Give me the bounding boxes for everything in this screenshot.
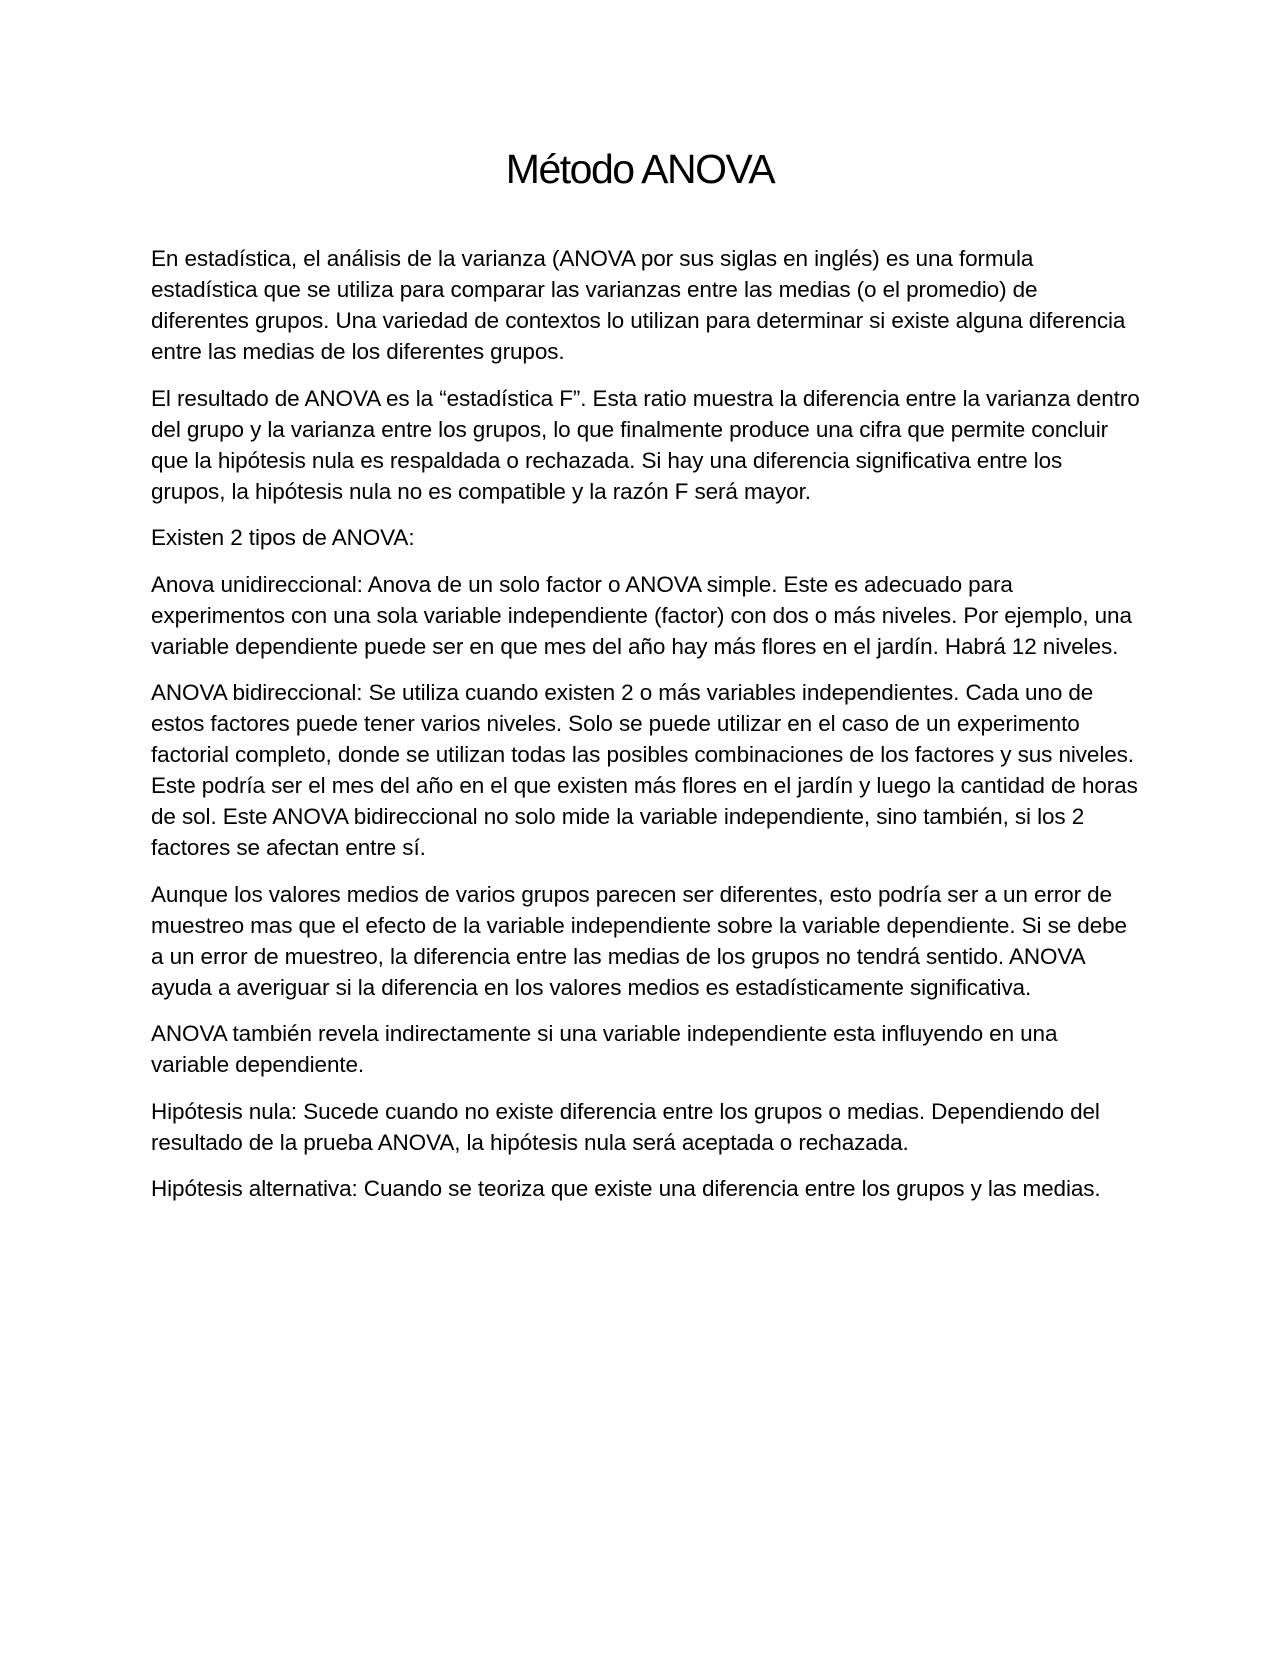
- paragraph-intro: En estadística, el análisis de la varianza (ANOVA por sus siglas en inglés) es una formula estadística que se utiliza para comparar las varianzas entre las medias (o el promedio) de diferentes grupos. Una variedad de contextos lo utilizan para determinar si existe alguna diferencia entre las medias de los diferentes grupos.: [151, 246, 1126, 364]
- document-body: [151, 243, 1141, 1220]
- paragraph-influence: ANOVA también revela indirectamente si una variable independiente esta influyendo en una variable dependiente.: [151, 1021, 1058, 1077]
- document-title: Método ANOVA: [505, 146, 775, 192]
- paragraph-one-way-anova: Anova unidireccional: Anova de un solo factor o ANOVA simple. Este es adecuado para experimentos con una sola variable independiente (factor) con dos o más niveles. Por ejemplo, una variable dependiente puede ser en que mes del año hay más flores en el jardín. Habrá 12 niveles.: [151, 571, 1132, 659]
- paragraph-sampling-error: Aunque los valores medios de varios grupos parecen ser diferentes, esto podría ser a un error de muestreo mas que el efecto de la variable independiente sobre la variable dependiente. Si se debe a un error de muestreo, la diferencia entre las medias de los grupos no tendrá sentido. ANOVA ayuda a averiguar si la diferencia en los valores medios es estadísticamente significativa.: [151, 881, 1127, 1000]
- paragraph-two-way-anova: ANOVA bidireccional: Se utiliza cuando existen 2 o más variables independientes. Cada uno de estos factores puede tener varios niveles. Solo se puede utilizar en el caso de un experimento factorial completo, donde se utilizan todas las posibles combinaciones de los factores y sus niveles. Este podría ser el mes del año en el que existen más flores en el jardín y luego la cantidad de horas de sol. Este ANOVA bidireccional no solo mide la variable independiente, sino también, si los 2 factores se afectan entre sí.: [151, 680, 1138, 860]
- paragraph-types-heading: Existen 2 tipos de ANOVA:: [151, 525, 415, 550]
- paragraph-null-hypothesis: Hipótesis nula: Sucede cuando no existe diferencia entre los grupos o medias. Dependiendo del resultado de la prueba ANOVA, la hipótesis nula será aceptada o rechazada.: [151, 1098, 1100, 1155]
- paragraph-alternative-hypothesis: Hipótesis alternativa: Cuando se teoriza que existe una diferencia entre los grupos y las medias.: [151, 1176, 1101, 1201]
- paragraph-f-statistic: El resultado de ANOVA es la “estadística F”. Esta ratio muestra la diferencia entre la varianza dentro del grupo y la varianza entre los grupos, lo que finalmente produce una cifra que permite concluir que la hipótesis nula es respaldada o rechazada. Si hay una diferencia significativa entre los grupos, la hipótesis nula no es compatible y la razón F será mayor.: [151, 385, 1140, 504]
